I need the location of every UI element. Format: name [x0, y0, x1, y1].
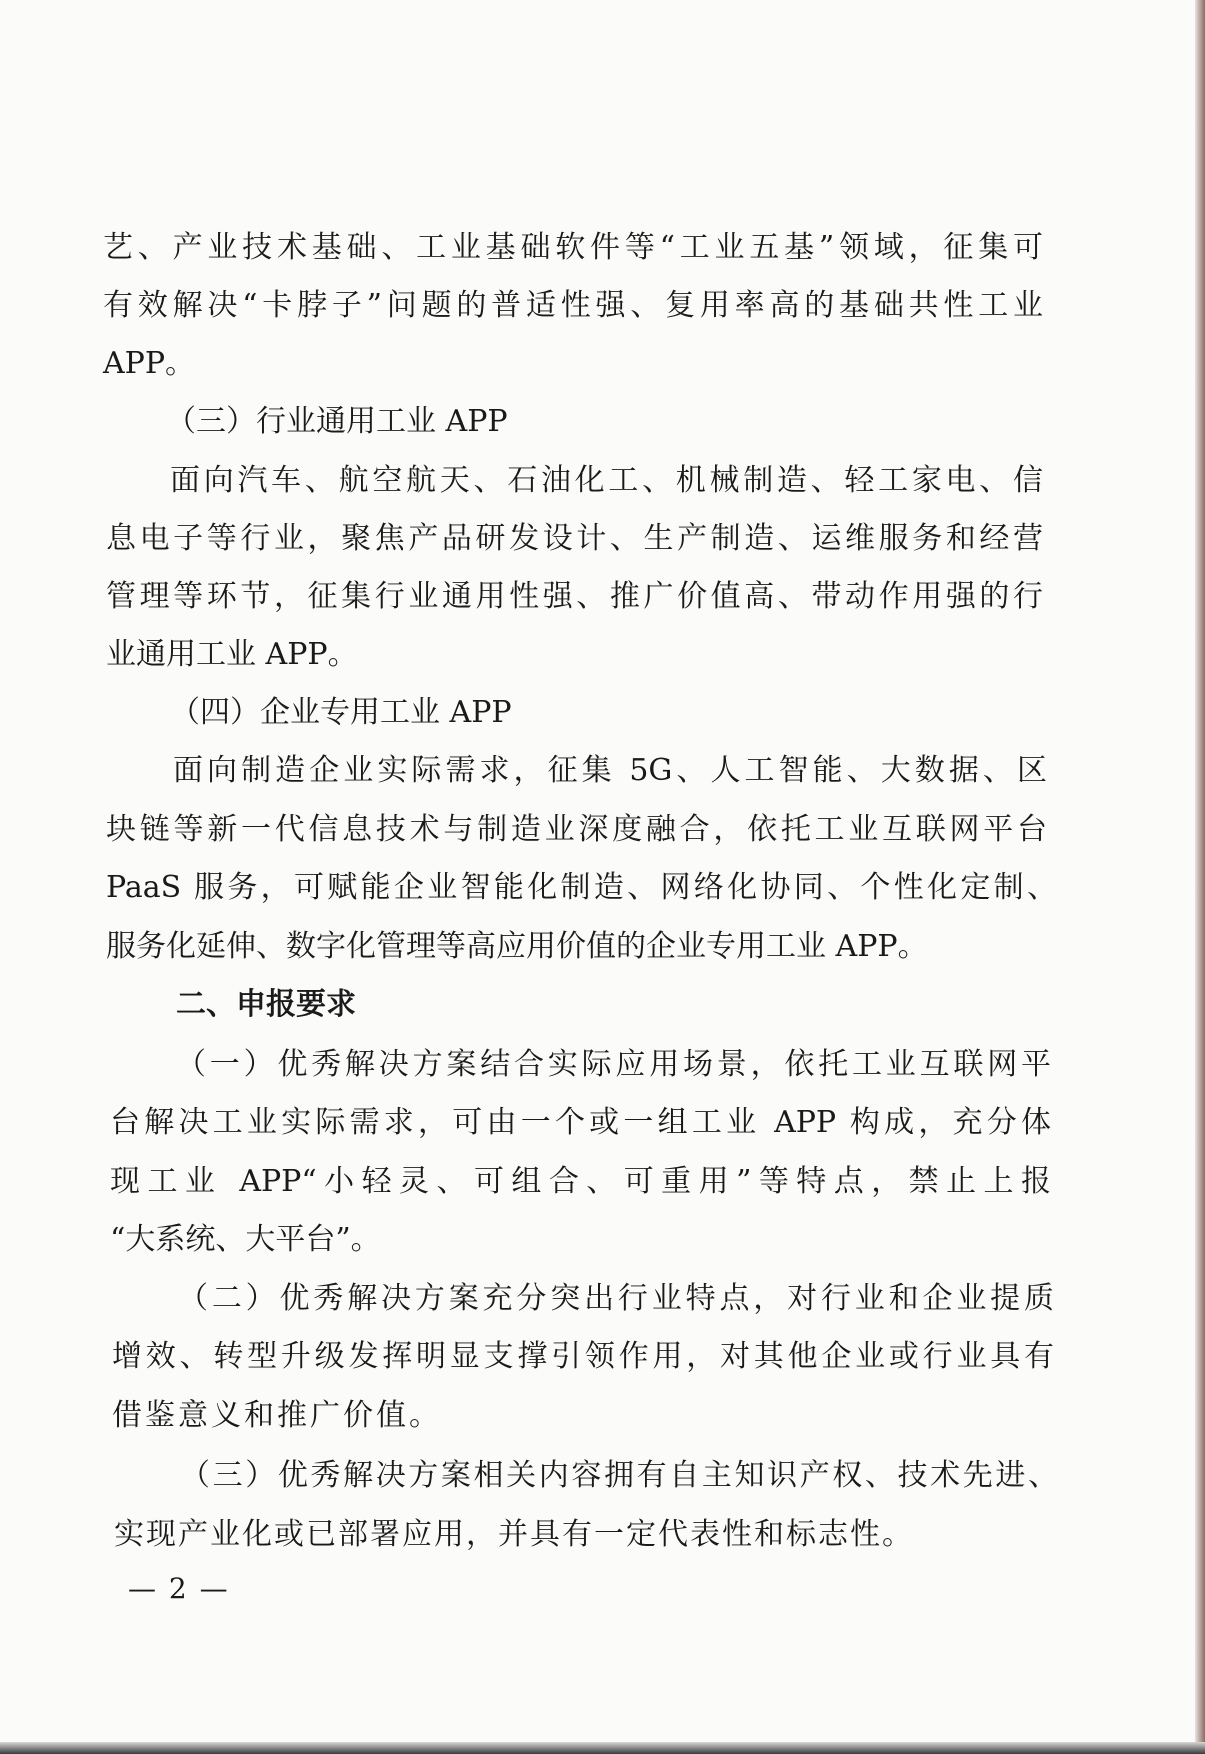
line-text: 块链等新一代信息技术与制造业深度融合，依托工业互联网平台 — [106, 812, 1047, 847]
line-text: “大系统、大平台”。 — [110, 1222, 381, 1257]
page-number: — 2 — — [128, 1572, 230, 1605]
heading-text: （三）行业通用工业 APP — [166, 404, 508, 439]
page-edge-shadow — [0, 1742, 1205, 1754]
line-text: 息电子等行业，聚焦产品研发设计、生产制造、运维服务和经营 — [106, 521, 1043, 556]
line-text: （三）优秀解决方案相关内容拥有自主知识产权、技术先进、 — [180, 1458, 1058, 1493]
line-text: （二）优秀解决方案充分突出行业特点，对行业和企业提质 — [178, 1281, 1054, 1316]
line-text: 面向制造企业实际需求，征集 5G、人工智能、大数据、区 — [173, 753, 1047, 788]
heading-text: （四）企业专用工业 APP — [170, 695, 512, 730]
heading-text: 二、申报要求 — [176, 987, 356, 1022]
line-text: 有效解决“卡脖子”问题的普适性强、复用率高的基础共性工业 — [103, 288, 1043, 323]
line-text: 管理等环节，征集行业通用性强、推广价值高、带动作用强的行 — [106, 579, 1043, 614]
line-text: 现工业 APP“小轻灵、可组合、可重用”等特点，禁止上报 — [110, 1164, 1051, 1199]
line-text: 增效、转型升级发挥明显支撑引领作用，对其他企业或行业具有 — [112, 1339, 1054, 1374]
page-edge-shadow — [1195, 0, 1205, 1754]
line-text: 服务化延伸、数字化管理等高应用价值的企业专用工业 APP。 — [106, 929, 928, 964]
line-text: APP。 — [103, 346, 196, 381]
line-text: 面向汽车、航空航天、石油化工、机械制造、轻工家电、信 — [170, 463, 1043, 498]
line-text: PaaS 服务，可赋能企业智能化制造、网络化协同、个性化定制、 — [106, 870, 1057, 905]
line-text: 台解决工业实际需求，可由一个或一组工业 APP 构成，充分体 — [110, 1105, 1051, 1140]
line-text: 实现产业化或已部署应用，并具有一定代表性和标志性。 — [114, 1517, 914, 1552]
line-text: 借鉴意义和推广价值。 — [112, 1398, 442, 1433]
line-text: （一）优秀解决方案结合实际应用场景，依托工业互联网平 — [176, 1047, 1051, 1082]
line-text: 艺、产业技术基础、工业基础软件等“工业五基”领域，征集可 — [103, 230, 1043, 265]
line-text: 业通用工业 APP。 — [106, 637, 358, 672]
